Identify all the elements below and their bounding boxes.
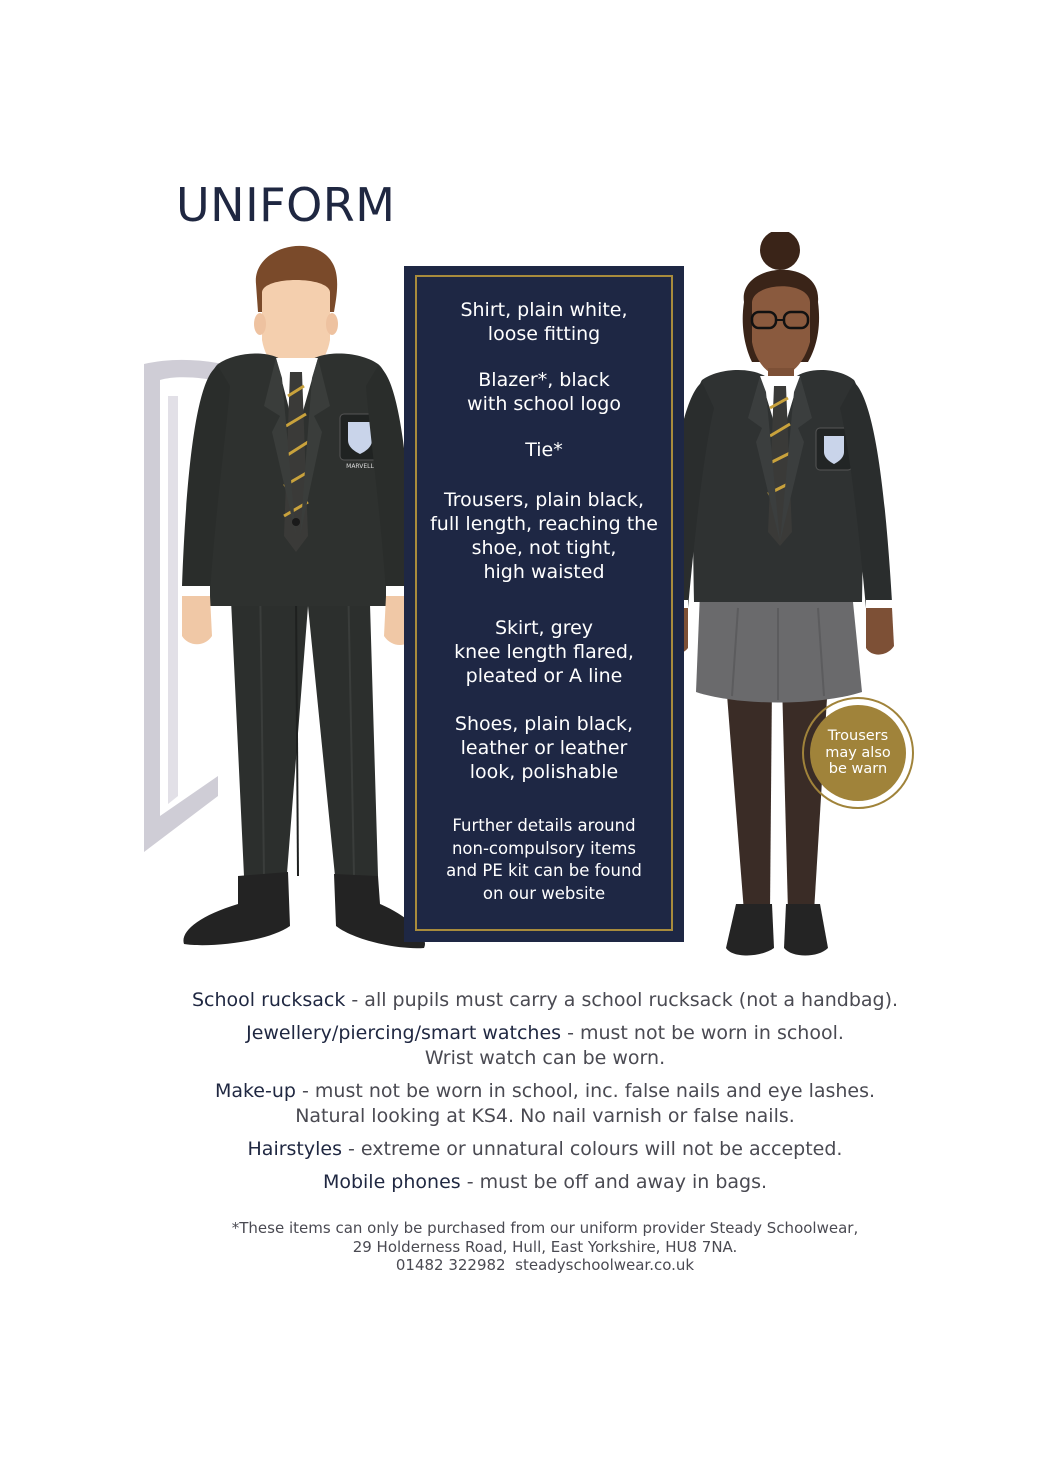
rule-text: - all pupils must carry a school rucksack (not a handbag). xyxy=(345,989,899,1011)
uniform-item-tie: Tie* xyxy=(525,439,563,461)
uniform-list-panel xyxy=(404,266,684,942)
rule-text: - must not be worn in school, inc. false nails and eye lashes. xyxy=(295,1080,876,1102)
page-title: UNIFORM xyxy=(176,178,396,232)
rule-heading: Jewellery/piercing/smart watches xyxy=(246,1022,562,1044)
rule-item xyxy=(150,1137,940,1162)
uniform-item-trousers: Trousers, plain black, full length, reaching the shoe, not tight, high waisted xyxy=(430,489,658,583)
rule-text: - must not be worn in school. xyxy=(561,1022,844,1044)
rule-heading: Hairstyles xyxy=(247,1138,342,1160)
trousers-badge-text: Trousers may also be warn xyxy=(810,705,906,801)
rule-item xyxy=(150,1079,940,1129)
rule-text: - must be off and away in bags. xyxy=(460,1171,768,1193)
rule-heading: Make-up xyxy=(214,1080,296,1102)
footer-line: *These items can only be purchased from our uniform provider Steady Schoolwear, xyxy=(231,1219,859,1237)
rule-heading: Mobile phones xyxy=(322,1171,461,1193)
rule-text-line2: Natural looking at KS4. No nail varnish or false nails. xyxy=(295,1105,795,1127)
rules-list xyxy=(150,988,940,1203)
rule-item xyxy=(150,1170,940,1195)
rule-text: - extreme or unnatural colours will not be accepted. xyxy=(342,1138,843,1160)
uniform-item-skirt: Skirt, grey knee length flared, pleated or A line xyxy=(454,617,634,687)
rule-text-line2: Wrist watch can be worn. xyxy=(424,1047,666,1069)
boy-figure xyxy=(168,236,438,958)
uniform-further-details: Further details around non-compulsory items and PE kit can be found on our website xyxy=(446,816,642,903)
rule-item xyxy=(150,988,940,1013)
trousers-badge xyxy=(802,697,914,809)
uniform-item-blazer: Blazer*, black with school logo xyxy=(467,369,621,415)
girl-figure xyxy=(648,232,898,962)
rule-heading: School rucksack xyxy=(191,989,346,1011)
school-logo-text: MARVELL xyxy=(346,463,374,470)
supplier-footer xyxy=(150,1219,940,1275)
footer-line: 01482 322982 steadyschoolwear.co.uk xyxy=(395,1256,695,1274)
uniform-item-shoes: Shoes, plain black, leather or leather look, polishable xyxy=(454,713,634,783)
rule-item xyxy=(150,1021,940,1071)
uniform-item-shirt: Shirt, plain white, loose fitting xyxy=(460,299,628,345)
footer-line: 29 Holderness Road, Hull, East Yorkshire, HU8 7NA. xyxy=(352,1237,738,1256)
